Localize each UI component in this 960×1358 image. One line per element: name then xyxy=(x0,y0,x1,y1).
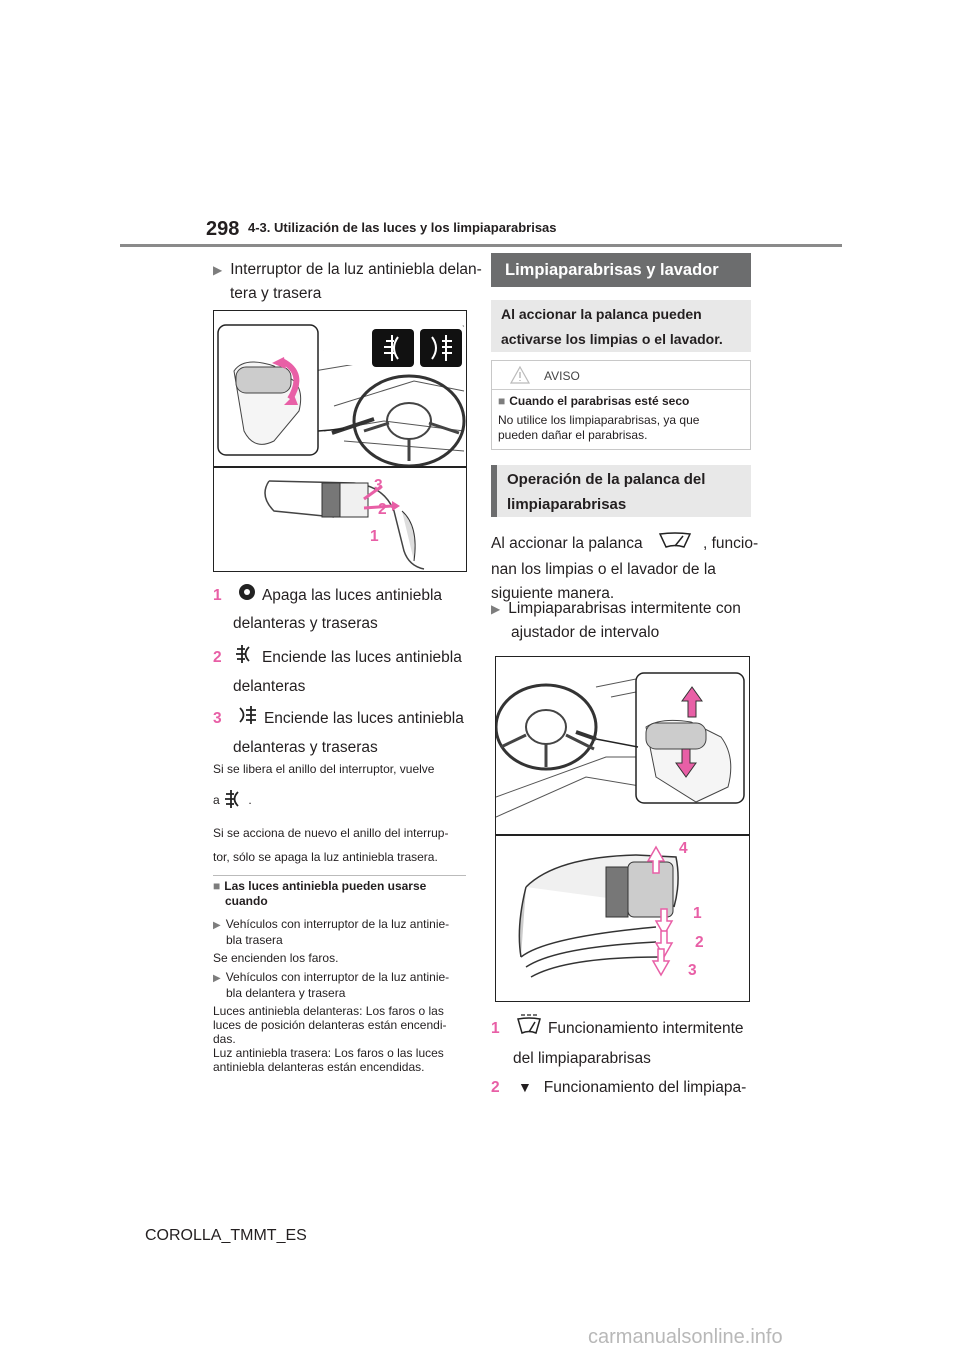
fog-front-icon xyxy=(223,789,245,813)
fig1-callout-1: 1 xyxy=(370,528,379,545)
square-bullet-icon: ■ xyxy=(213,879,221,893)
bullet-arrow-icon: ▶ xyxy=(491,602,501,616)
wiper-bullet: ▶ Limpiaparabrisas intermitente con ajustador de intervalo xyxy=(491,600,741,641)
list-item: 1 Apaga las luces antiniebla delanteras y traseras xyxy=(213,583,442,639)
again-note: Si se acciona de nuevo el anillo del interrup- tor, sólo se apaga la luz antiniebla trasera. xyxy=(213,826,449,864)
vehicle-front-rear-fog: ▶ Vehículos con interruptor de la luz antinie- bla delantera y trasera xyxy=(213,970,450,1000)
warning-label: AVISO xyxy=(544,369,580,383)
wiper-lever-illustration xyxy=(496,657,749,1001)
wiper-intermittent-icon xyxy=(516,1014,542,1044)
summary-box: Al accionar la palanca pueden activarse los limpias o el lavador. xyxy=(491,300,751,352)
vehicle-rear-fog: ▶ Vehículos con interruptor de la luz antinie- bla trasera xyxy=(213,917,450,947)
warning-title: ■ Cuando el parabrisas esté seco xyxy=(498,394,690,408)
fog-rear-icon xyxy=(420,329,462,367)
warning-body: No utilice los limpiaparabrisas, ya que pueden dañar el parabrisas. xyxy=(498,413,700,442)
model-code: COROLLA_TMMT_ES xyxy=(145,1227,307,1244)
subsection-box: Operación de la palanca del limpiaparabrisas xyxy=(491,465,751,517)
wiper-icon xyxy=(657,530,693,558)
fog-off-icon xyxy=(238,583,256,609)
page-number: 298 xyxy=(206,218,240,240)
header-divider xyxy=(120,244,842,247)
fig1-callout-3: 3 xyxy=(374,477,383,494)
warning-divider xyxy=(492,389,750,390)
fog-rear-icon xyxy=(234,705,258,733)
warning-box xyxy=(491,360,751,450)
section-bar: Limpiaparabrisas y lavador xyxy=(491,253,751,287)
fig2-callout-2: 2 xyxy=(695,934,704,951)
release-note: Si se libera el anillo del interruptor, vuelve a . xyxy=(213,762,434,813)
bullet-arrow-icon: ▶ xyxy=(213,973,221,984)
list-item: 1 Funcionamiento intermitente del limpiaparabrisas xyxy=(491,1014,744,1074)
vehicle-rear-fog-desc: Se encienden los faros. xyxy=(213,951,339,965)
wiper-intro: Al accionar la palanca , funcio- nan los limpias o el lavador de la siguiente manera. xyxy=(491,530,758,606)
section-title: ■ Las luces antiniebla pueden usarse cuando xyxy=(213,879,427,908)
list-item: 2 Enciende las luces antiniebla delanteras xyxy=(213,644,462,702)
section-divider xyxy=(213,875,466,876)
fog-conditions: Luces antiniebla delanteras: Los faros o las luces de posición delanteras están encendi- das. Luz antiniebla trasera: Los faros o las luces antiniebla delanteras están encendidas. xyxy=(213,1004,447,1074)
fig2-callout-4: 4 xyxy=(679,840,688,857)
square-bullet-icon: ■ xyxy=(498,394,506,408)
arrow-down-icon: ▼ xyxy=(517,1079,532,1095)
list-item: 2 ▼ Funcionamiento del limpiapa- xyxy=(491,1079,747,1096)
warning-icon xyxy=(510,365,530,390)
fig2-callout-3: 3 xyxy=(688,962,697,979)
fig2-callout-1: 1 xyxy=(693,905,702,922)
fog-switch-figure xyxy=(213,310,467,572)
intro-bullet: ▶ Interruptor de la luz antiniebla delan- tera y trasera xyxy=(213,261,482,302)
wiper-lever-figure xyxy=(495,656,750,1002)
fog-front-icon xyxy=(234,644,256,672)
chapter-title: 4-3. Utilización de las luces y los limpiaparabrisas xyxy=(248,220,557,235)
fig1-callout-2: 2 xyxy=(378,501,387,518)
bullet-arrow-icon: ▶ xyxy=(213,263,223,277)
list-item: 3 Enciende las luces antiniebla delanteras y traseras xyxy=(213,705,464,763)
bullet-arrow-icon: ▶ xyxy=(213,920,221,931)
watermark: carmanualsonline.info xyxy=(588,1326,783,1348)
fog-switch-illustration xyxy=(214,311,466,571)
